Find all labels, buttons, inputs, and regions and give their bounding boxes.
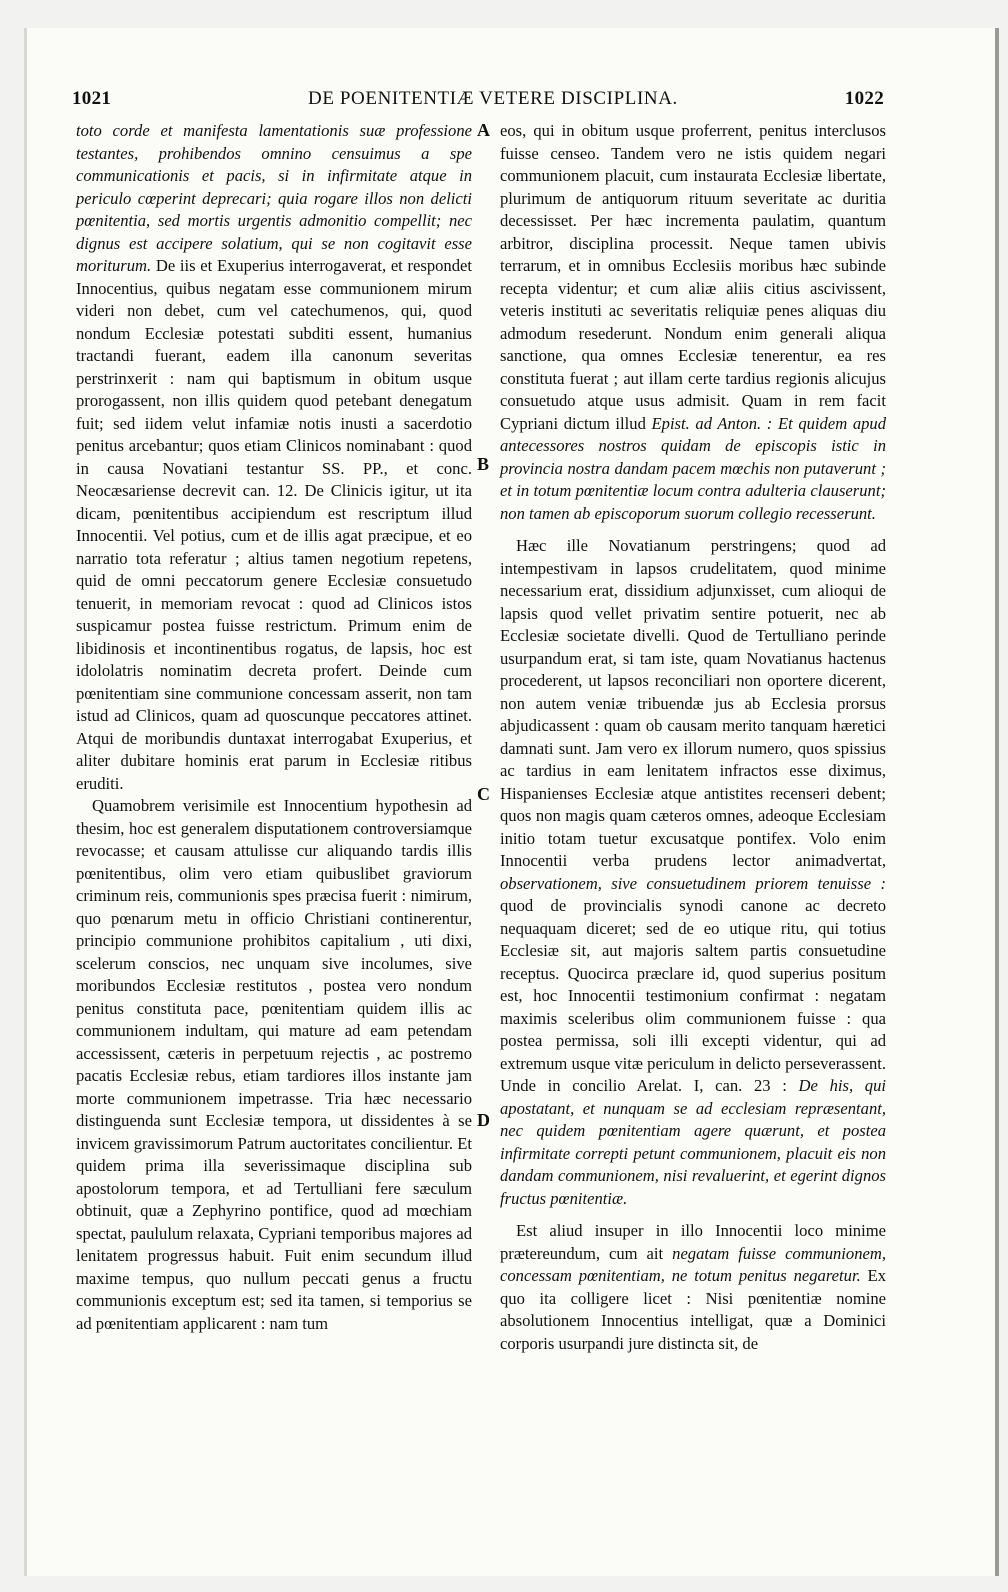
quoted-canon-text: toto corde et manifesta lamentationis suæ professione testantes, prohibendos omnino censuimus a spe communicationis et pacis, si in infirmitate atque in periculo cœperint deprecari; quia rogare illos non delicti pœnitentia, sed mortis urgentis admonitio compellit; nec dignus est accipere solatium, qui se non cogitavit esse moriturum. (76, 121, 472, 275)
cyprian-quotation: Epist. ad Anton. : Et quidem apud antecessores nostros quidam de episcopis istic in provincia nostra dandam pacem mœchis non putaverunt ; et in totum pœnitentiæ locum contra adulteria clauserunt; non tamen ab episcoporum suorum collegio recesserunt. (500, 413, 887, 523)
margin-letter-a: A (477, 120, 490, 140)
page-number-right: 1022 (844, 88, 884, 109)
left-paragraph-1-text: De iis et Exuperius interrogaverat, et respondet Innocentius, quibus negatam esse communionem mirum videri non debet, cum vel catechumenos, qui, quod nondum Ecclesiæ potestati subditi essent, humanius tractandi fuerant, eadem illa canonum severitas perstrinxerit : nam qui baptismum in obitum usque prorogassent, non illis quidem quod petebant denegatum fuit; sed iidem velut infamiæ notis inusti a sacerdotio penitus arcebantur; quos etiam Clinicos nominabant : quod in causa Novatiani testantur SS. PP., et conc. Neocæsariense decrevit can. 12. De Clinicis igitur, ut ita dicam, pœnitentibus accipiendum est rescriptum illud Innocentii. Vel potius, cum et de illis agat præcipue, et eo narratio tota referatur ; altius tamen negotium repetens, quid de omni peccatorum genere Ecclesiæ consuetudo tenuerit, in memoriam revocat : quod ad Clinicos istos suspicamur postea fuisse restrictum. Primum enim de libidinosis et incontinentibus rogatus, de lapsis, hoc est idololatris nominatim decreta profert. Deinde cum pœnitentiam sine communione concessam asserit, non tam istud ad Clinicos, quam ad quoscunque peccatores attinet. Atqui de moribundis duntaxat interrogabat Exuperius, et aliter dubitare hominis erat parum in Ecclesiæ ritibus eruditi. (76, 256, 472, 793)
right-paragraph-2: Hæc ille Novatianum perstringens; quod ad intempestivam in lapsos crudelitatem, quod minime necessarium erat, dissidium adjunxisset, cum alioqui de lapsis quod vellet privatim sentire potuerit, nec ab Ecclesiæ societate divelli. Quod de Tertulliano perinde usurpandum erat, si tam iste, quam Novatianus hactenus procederent, ut lapsos reconciliari non oportere dicerent, non autem veniæ tribuendæ jus ab Ecclesia prorsus abjudicassent : quam ob causam merito tanquam hæretici damnati sunt. Jam vero ex illorum numero, quos spissius ac tardius in eam lenitatem infractos esse diximus, Hispanienses Ecclesiæ atque antistites recenseri debent; quos non magis quam cæteros omnes, adeoque Ecclesiam initio totam tuetur excusatque pontifex. Volo enim Innocentii verba prudens lector animadvertat, observationem, sive consuetudinem priorem tenuisse : quod de provincialis synodi canone ac decreto nequaquam diceret; sed de eo utique ritu, qui totius Ecclesiæ sit, aut majoris saltem partis consuetudine receptus. Quocirca præclare id, quod superius positum est, hoc Innocentii testimonium confirmat : negatam maximis sceleribus olim communionem fuisse : qua postea permissa, soli illi excepti videntur, qui ad extremum usque vitæ periculum in delicto perseverassent. Unde in concilio Arelat. I, can. 23 : De his, qui apostatant, et nunquam se ad ecclesiam repræsentant, nec quidem pœnitentiam agere quærunt, et postea infirmitate correpti petunt communionem, placuit eis non dandam communionem, nisi revaluerint, et egerint dignos fructus pœnitentiæ. (500, 536, 886, 1208)
running-title: DE POENITENTIÆ VETERE DISCIPLINA. (308, 88, 678, 109)
page-header (72, 88, 884, 114)
right-paragraph-1: eos, qui in obitum usque proferrent, penitus interclusos fuisse censeo. Tandem vero ne istis quidem negari communionem placuit, cum instaurata Ecclesiæ libertate, plurimum de antiquorum rituum severitate ac duritia decessisset. Per hæc incrementa paulatim, quantum arbitror, disciplina processit. Neque tamen ubivis terrarum, et in omnibus Ecclesiis moribus hæc subinde recepta videntur; et cum aliæ aliis citius ascivissent, veteris instituti ac severitatis reliquiæ penes aliquas diu admodum resederunt. Nondum enim generali aliqua sanctione, qua omnes Ecclesiæ tenerentur, ea res constituta fuerat ; aut illam certe tardius regionis alicujus consuetudo atque usus admisit. Quam in rem facit Cypriani dictum illud Epist. ad Anton. : Et quidem apud antecessores nostros quidam de episcopis istic in provincia nostra dandam pacem mœchis non putaverunt ; et in totum pœnitentiæ locum contra adulteria clauserunt; non tamen ab episcoporum suorum collegio recesserunt. (500, 121, 887, 523)
left-column (76, 120, 472, 1335)
right-paragraph-3: Est aliud insuper in illo Innocentii loco minime prætereundum, cum ait negatam fuisse communionem, concessam pœnitentiam, ne totum penitus negaretur. Ex quo ita colligere licet : Nisi pœnitentiæ nomine absolutionem Innocentius intelligat, quæ a Dominici corporis usurpandi jure distincta sit, de (500, 1221, 886, 1353)
left-paragraph-1 (76, 120, 472, 795)
left-paragraph-2: Quamobrem verisimile est Innocentium hypothesin ad thesim, hoc est generalem disputationem controversiamque revocasse; et causam attulisse cur aliquando tardis illis pœnitentibus, olim vero etiam quibuslibet graviorum criminum reis, communionis spes præcisa fuerit : nimirum, quo pœnarum metu in officio Christiani continerentur, principio communione prohibitos capitalium , uti dixi, scelerum conscios, nec unquam sive incolumes, sive moribundos Ecclesiæ restitutos , postea vero nondum penitus constituta pace, pœnitentiam quidem illis ac communionem indultam, qui mature ad eam petendam accessissent, cæteris in perpetuum rejectis , ac postremo pacatis Ecclesiæ rebus, etiam tardiores illos instante jam morte communionem impetrasse. Tria hæc necessario distinguenda sunt Ecclesiæ tempora, ut dissidentes à se invicem gravissimorum Patrum auctoritates concilientur. Et quidem prima illa severissimaque disciplina sub apostolorum tempora, et ad Tertulliani fere sæculum obtinuit, quæ a Zephyrino pontifice, quod ad mœchiam spectat, paululum relaxata, Cypriani temporibus majores ad lenitatem progressus habuit. Fuit enim secundum illud maxime tempus, quo nullum peccati genus a fructu communionis exceptum est; sed ita tamen, si temporius se ad pœnitentiam applicarent : nam tum (76, 796, 472, 1333)
innocent-quotation: negatam fuisse communionem, concessam pœnitentiam, ne totum penitus negaretur. (500, 1243, 886, 1285)
arles-canon-quotation: De his, qui apostatant, et nunquam se ad ecclesiam repræsentant, nec quidem pœnitentiam agere quærunt, et postea infirmitate correpti petunt communionem, placuit eis non dandam communionem, nisi revaluerint, et egerint dignos fructus pœnitentiæ. (500, 1076, 886, 1208)
margin-letter-d: D (477, 1110, 490, 1130)
right-column (500, 120, 886, 1355)
margin-letter-c: C (477, 784, 490, 804)
page-number-left: 1021 (72, 88, 112, 109)
margin-letter-b: B (477, 454, 490, 474)
innocent-phrase: observationem, sive consuetudinem priorem tenuisse : (500, 873, 886, 893)
